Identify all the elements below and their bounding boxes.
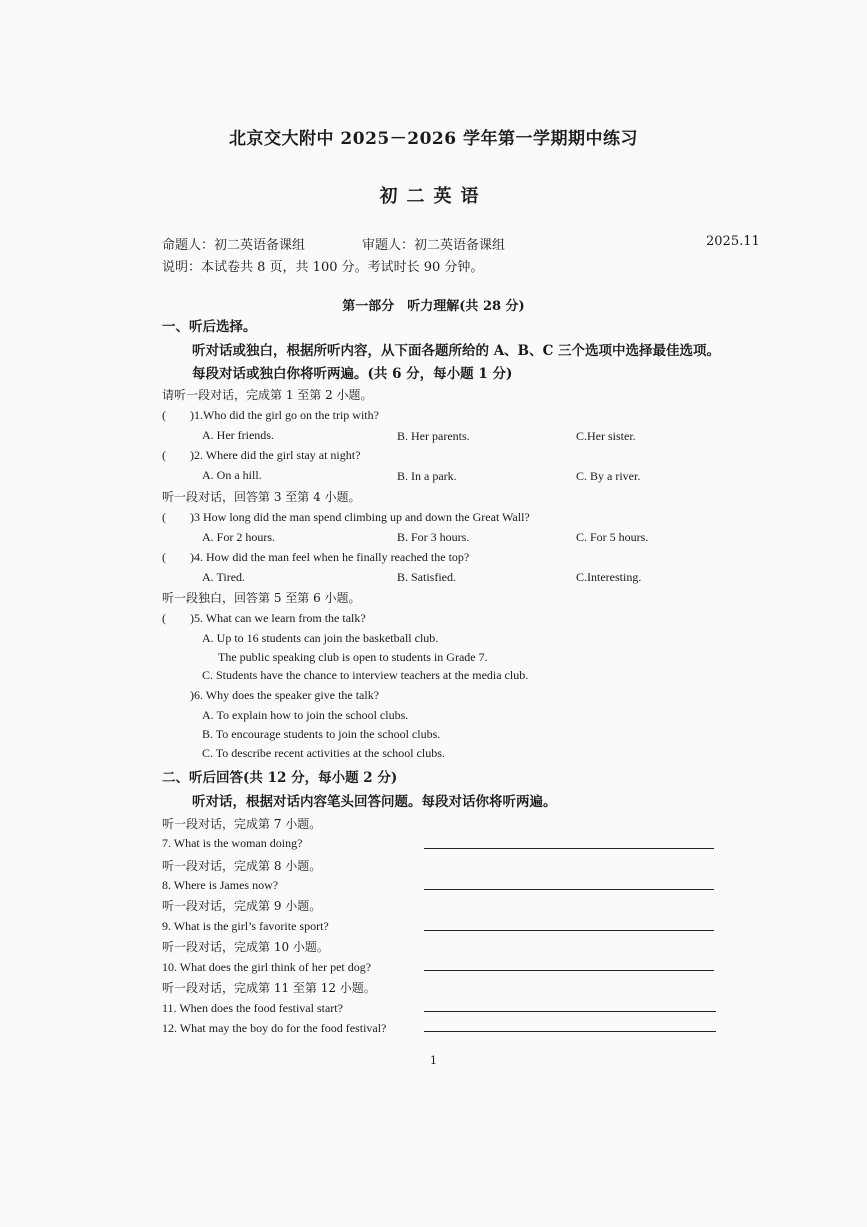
answer-line-10[interactable] (424, 970, 714, 971)
answer-line-7[interactable] (424, 848, 714, 849)
section-one-instruction-2: 每段对话或独白你将听两遍。(共 6 分，每小题 1 分) (192, 366, 513, 382)
group-8-prompt: 听一段对话，完成第 8 小题。 (162, 859, 322, 873)
question-8: 8. Where is James now? (162, 878, 279, 892)
q3-option-a: A. For 2 hours. (202, 530, 276, 544)
q1-option-c: C.Her sister. (576, 429, 636, 443)
q3-option-c: C. For 5 hours. (576, 530, 649, 544)
setter-text: 命题人：初二英语备课组 (162, 238, 306, 253)
question-10: 10. What does the girl think of her pet dog? (162, 960, 372, 974)
part-one-title: 第一部分 听力理解(共 28 分) (342, 299, 525, 314)
q4-option-b: B. Satisfied. (397, 570, 456, 584)
section-one-instruction-1: 听对话或独白，根据所听内容，从下面各题所给的 A、B、C 三个选项中选择最佳选项。 (192, 343, 721, 359)
q5-option-a: A. Up to 16 students can join the basketball club. (202, 631, 439, 645)
exam-note: 说明：本试卷共 8 页，共 100 分。考试时长 90 分钟。 (162, 260, 484, 275)
q5-option-c: C. Students have the chance to interview teachers at the media club. (202, 668, 529, 682)
group-7-prompt: 听一段对话，完成第 7 小题。 (162, 817, 322, 831)
answer-bracket[interactable]: ( (162, 408, 166, 422)
section-one-heading: 一、听后选择。 (162, 319, 257, 335)
reviewer-text: 审题人：初二英语备课组 (362, 238, 506, 253)
q2-option-c: C. By a river. (576, 469, 641, 483)
q1-option-a: A. Her friends. (202, 428, 274, 442)
question-5: )5. What can we learn from the talk? (190, 611, 366, 625)
question-12: 12. What may the boy do for the food festival? (162, 1021, 387, 1035)
q3-option-b: B. For 3 hours. (397, 530, 470, 544)
question-6: )6. Why does the speaker give the talk? (190, 688, 380, 702)
group-11-prompt: 听一段对话，完成第 11 至第 12 小题。 (162, 981, 376, 995)
question-7: 7. What is the woman doing? (162, 836, 303, 850)
question-4: )4. How did the man feel when he finally reached the top? (190, 550, 470, 564)
page-number: 1 (430, 1054, 437, 1067)
q6-option-b: B. To encourage students to join the school clubs. (202, 727, 441, 741)
q1-option-b: B. Her parents. (397, 429, 470, 443)
exam-title: 北京交大附中 2025－2026 学年第一学期期中练习 (229, 129, 638, 149)
group-9-prompt: 听一段对话，完成第 9 小题。 (162, 899, 322, 913)
exam-subject: 初二英语 (379, 186, 488, 207)
q2-option-a: A. On a hill. (202, 468, 262, 482)
q4-option-c: C.Interesting. (576, 570, 642, 584)
answer-line-8[interactable] (424, 889, 714, 890)
answer-bracket[interactable]: ( (162, 550, 166, 564)
section-two-instruction: 听对话，根据对话内容笔头回答问题。每段对话你将听两遍。 (192, 794, 557, 810)
question-1: )1.Who did the girl go on the trip with? (190, 408, 379, 422)
q6-option-a: A. To explain how to join the school clubs. (202, 708, 409, 722)
group-10-prompt: 听一段对话，完成第 10 小题。 (162, 940, 329, 954)
q6-option-c: C. To describe recent activities at the school clubs. (202, 746, 445, 760)
exam-date: 2025.11 (706, 234, 760, 249)
q2-option-b: B. In a park. (397, 469, 457, 483)
answer-bracket[interactable]: ( (162, 510, 166, 524)
answer-line-11[interactable] (424, 1011, 716, 1012)
answer-line-9[interactable] (424, 930, 714, 931)
question-3: )3 How long did the man spend climbing up and down the Great Wall? (190, 510, 530, 524)
q5-option-b: The public speaking club is open to students in Grade 7. (218, 650, 488, 664)
answer-line-12[interactable] (424, 1031, 716, 1032)
question-2: )2. Where did the girl stay at night? (190, 448, 361, 462)
question-11: 11. When does the food festival start? (162, 1001, 343, 1015)
group-2-prompt: 听一段对话，回答第 3 至第 4 小题。 (162, 490, 361, 504)
group-3-prompt: 听一段独白，回答第 5 至第 6 小题。 (162, 591, 361, 605)
answer-bracket[interactable]: ( (162, 611, 166, 625)
section-two-heading: 二、听后回答(共 12 分，每小题 2 分) (162, 770, 398, 786)
answer-bracket[interactable]: ( (162, 448, 166, 462)
q4-option-a: A. Tired. (202, 570, 246, 584)
group-1-prompt: 请听一段对话，完成第 1 至第 2 小题。 (162, 388, 373, 402)
question-9: 9. What is the girl’s favorite sport? (162, 919, 329, 933)
